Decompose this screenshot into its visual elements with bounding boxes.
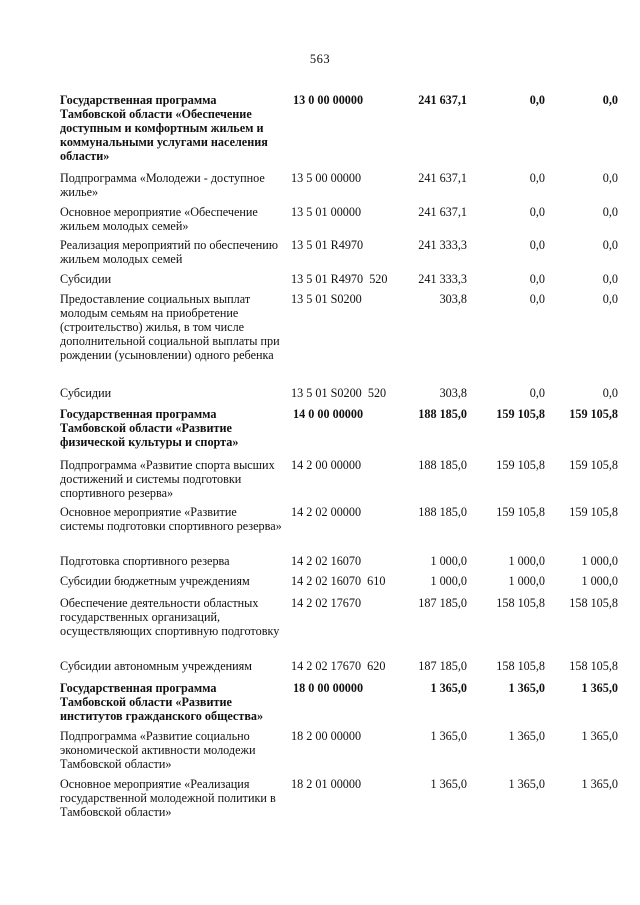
row-value-1: 241 333,3 <box>418 238 467 252</box>
row-value-1: 303,8 <box>439 292 467 306</box>
row-value-3: 1 000,0 <box>581 574 618 588</box>
row-name: Субсидии бюджетным учреждениям <box>60 574 250 588</box>
row-name: Государственная программа Тамбовской области «Развитие институтов гражданского общества» <box>60 681 264 723</box>
row-code: 14 2 02 17670 <box>291 596 362 610</box>
row-name: Подпрограмма «Развитие спорта высших достижений и системы подготовки спортивного резерва» <box>60 458 275 500</box>
row-value-2: 0,0 <box>529 171 545 185</box>
row-value-3: 0,0 <box>602 386 618 400</box>
row-code: 13 5 01 R4970 <box>291 238 364 252</box>
row-code: 14 2 02 00000 <box>291 505 362 519</box>
row-name: Субсидии <box>60 272 112 286</box>
row-value-3: 159 105,8 <box>569 407 618 421</box>
row-name: Подготовка спортивного резерва <box>60 554 230 568</box>
row-name: Предоставление социальных выплат молодым семьям на приобретение (строительство) жилья, в том числе дополнительной социальной выплаты при рождении (усыновлении) одного ребенка <box>60 292 280 362</box>
row-value-1: 241 637,1 <box>418 205 467 219</box>
row-value-3: 159 105,8 <box>569 505 618 519</box>
row-code: 14 2 02 17670 620 <box>291 659 386 673</box>
row-value-3: 1 000,0 <box>581 554 618 568</box>
row-value-2: 1 000,0 <box>508 554 545 568</box>
row-value-3: 0,0 <box>602 171 618 185</box>
row-value-1: 241 637,1 <box>418 93 467 107</box>
row-code: 14 0 00 00000 <box>293 407 364 421</box>
row-name: Основное мероприятие «Реализация государственной молодежной политики в Тамбовской области» <box>60 777 276 819</box>
row-value-1: 1 000,0 <box>430 574 467 588</box>
row-code: 18 2 01 00000 <box>291 777 362 791</box>
row-code: 18 2 00 00000 <box>291 729 362 743</box>
row-value-2: 1 365,0 <box>508 681 545 695</box>
row-code: 14 2 02 16070 <box>291 554 362 568</box>
row-value-2: 159 105,8 <box>496 407 545 421</box>
row-code: 13 0 00 00000 <box>293 93 364 107</box>
row-value-1: 188 185,0 <box>418 407 467 421</box>
row-value-2: 1 365,0 <box>508 777 545 791</box>
row-name: Государственная программа Тамбовской области «Развитие физической культуры и спорта» <box>60 407 239 449</box>
row-code: 14 2 00 00000 <box>291 458 362 472</box>
row-value-1: 1 000,0 <box>430 554 467 568</box>
row-code: 13 5 01 R4970 520 <box>291 272 388 286</box>
row-value-3: 0,0 <box>602 238 618 252</box>
row-value-3: 0,0 <box>602 93 618 107</box>
row-value-2: 159 105,8 <box>496 458 545 472</box>
row-value-1: 241 637,1 <box>418 171 467 185</box>
row-value-2: 0,0 <box>529 272 545 286</box>
row-name: Реализация мероприятий по обеспечению жильем молодых семей <box>60 238 278 266</box>
row-value-3: 1 365,0 <box>581 681 618 695</box>
row-value-2: 0,0 <box>529 205 545 219</box>
row-value-2: 1 365,0 <box>508 729 545 743</box>
row-name: Основное мероприятие «Развитие системы подготовки спортивного резерва» <box>60 505 282 533</box>
row-value-2: 159 105,8 <box>496 505 545 519</box>
row-value-2: 0,0 <box>529 238 545 252</box>
row-value-2: 158 105,8 <box>496 659 545 673</box>
row-value-1: 1 365,0 <box>430 777 467 791</box>
row-code: 13 5 01 S0200 <box>291 292 362 306</box>
row-name: Обеспечение деятельности областных государственных организаций, осуществляющих спортивную подготовку <box>60 596 280 638</box>
row-name: Субсидии автономным учреждениям <box>60 659 252 673</box>
row-value-1: 188 185,0 <box>418 458 467 472</box>
row-code: 18 0 00 00000 <box>293 681 364 695</box>
row-code: 14 2 02 16070 610 <box>291 574 386 588</box>
row-value-3: 0,0 <box>602 205 618 219</box>
row-name: Подпрограмма «Молодежи - доступное жилье» <box>60 171 265 199</box>
row-name: Государственная программа Тамбовской области «Обеспечение доступным и комфортным жильем и коммунальными услугами населения области» <box>60 93 268 163</box>
row-value-1: 188 185,0 <box>418 505 467 519</box>
row-value-1: 303,8 <box>439 386 467 400</box>
row-name: Субсидии <box>60 386 112 400</box>
row-code: 13 5 00 00000 <box>291 171 362 185</box>
row-value-2: 0,0 <box>529 386 545 400</box>
row-value-3: 158 105,8 <box>569 596 618 610</box>
row-value-2: 158 105,8 <box>496 596 545 610</box>
row-name: Основное мероприятие «Обеспечение жильем молодых семей» <box>60 205 258 233</box>
row-name: Подпрограмма «Развитие социально экономической активности молодежи Тамбовской области» <box>60 729 256 771</box>
row-code: 13 5 01 00000 <box>291 205 362 219</box>
row-code: 13 5 01 S0200 520 <box>291 386 387 400</box>
row-value-1: 241 333,3 <box>418 272 467 286</box>
row-value-3: 1 365,0 <box>581 777 618 791</box>
row-value-2: 0,0 <box>529 292 545 306</box>
row-value-1: 187 185,0 <box>418 596 467 610</box>
row-value-3: 0,0 <box>602 272 618 286</box>
row-value-2: 1 000,0 <box>508 574 545 588</box>
row-value-3: 0,0 <box>602 292 618 306</box>
row-value-1: 1 365,0 <box>430 681 467 695</box>
row-value-3: 158 105,8 <box>569 659 618 673</box>
row-value-2: 0,0 <box>529 93 545 107</box>
page-number: 563 <box>309 52 331 66</box>
row-value-3: 1 365,0 <box>581 729 618 743</box>
row-value-3: 159 105,8 <box>569 458 618 472</box>
row-value-1: 1 365,0 <box>430 729 467 743</box>
row-value-1: 187 185,0 <box>418 659 467 673</box>
